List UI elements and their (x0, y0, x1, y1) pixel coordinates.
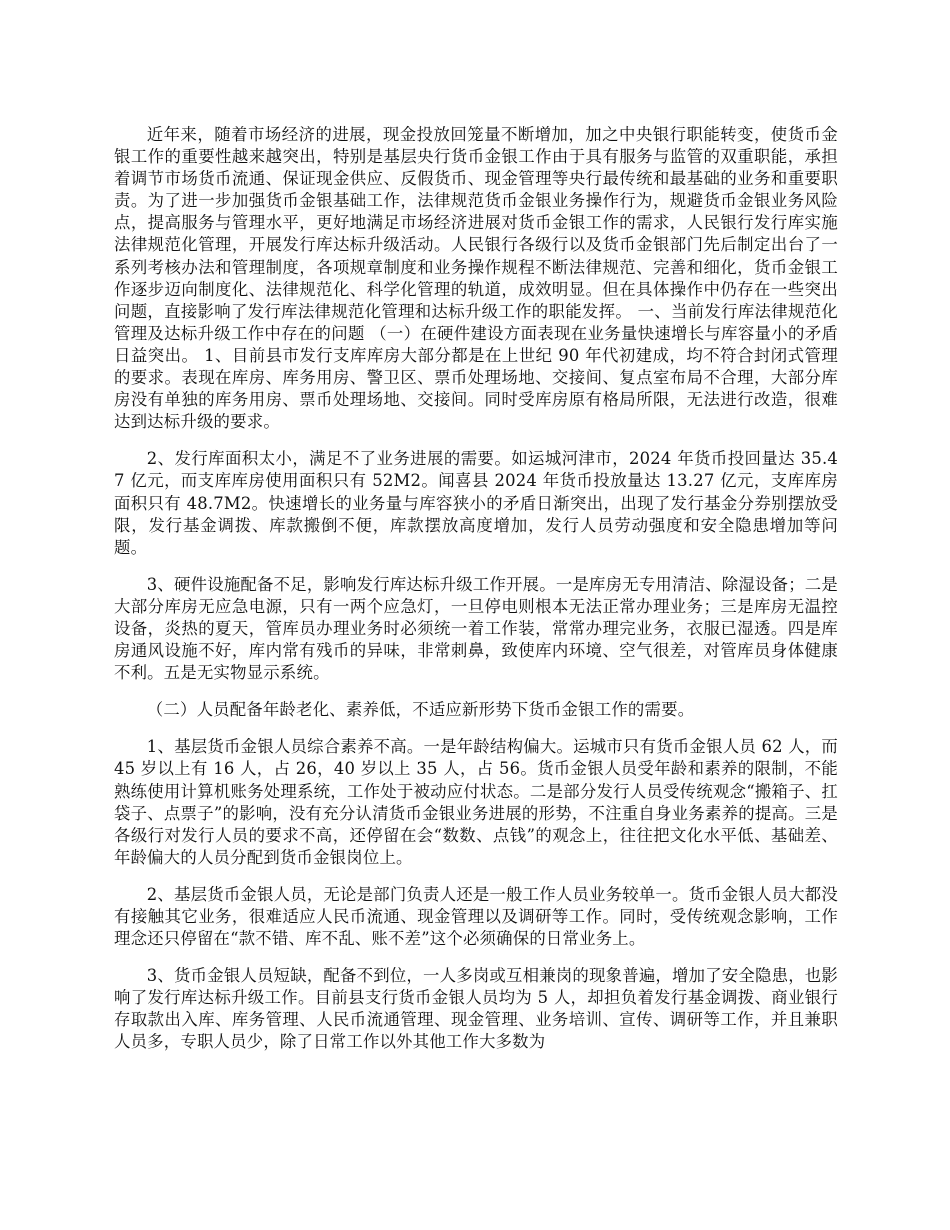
paragraph-vault-area: 2、发行库面积太小，满足不了业务进展的需要。如运城河津市，2024 年货币投回量达 35.47 亿元，而支库库房使用面积只有 52M2。闻喜县 2024 年货币投放量达 13.27 亿元，支库库房面积只有 48.7M2。快速增长的业务量与库容狭小的矛盾日渐突出，出现了发行基金分券别摆放受限，发行基金调拨、库款搬倒不便，库款摆放高度增加，发行人员劳动强度和安全隐患增加等问题。 (114, 449, 838, 557)
paragraph-staffing-heading: （二）人员配备年龄老化、素养低，不适应新形势下货币金银工作的需要。 (146, 700, 695, 720)
paragraph-hardware-facilities: 3、硬件设施配备不足，影响发行库达标升级工作开展。一是库房无专用清洁、除湿设备；二是大部分库房无应急电源，只有一两个应急灯，一旦停电则根本无法正常办理业务；三是库房无温控设备，炎热的夏天，管库员办理业务时必须统一着工作装，常常办理完业务，衣服已湿透。四是库房通风设施不好，库内常有残币的异味，非常刺鼻，致使库内环境、空气很差，对管库员身体健康不利。五是无实物显示系统。 (114, 574, 838, 683)
paragraph-staff-quality: 1、基层货币金银人员综合素养不高。一是年龄结构偏大。运城市只有货币金银人员 62 人，而 45 岁以上有 16 人，占 26，40 岁以上 35 人，占 56。货币金银人员受年龄和素养的限制，不能熟练使用计算机账务处理系统，工作处于被动应付状态。二是部分发行人员受传统观念“搬箱子、扛袋子、点票子”的影响，没有充分认清货币金银业务进展的形势，不注重自身业务素养的提高。三是各级行对发行人员的要求不高，还停留在会“数数、点钱”的观念上，往往把文化水平低、基础差、年龄偏大的人员分配到货币金银岗位上。 (114, 737, 838, 867)
paragraph-intro: 近年来，随着市场经济的进展，现金投放回笼量不断增加，加之中央银行职能转变，使货币金银工作的重要性越来越突出，特别是基层央行货币金银工作由于具有服务与监管的双重职能，承担着调节市场货币流通、保证现金供应、反假货币、现金管理等央行最传统和最基础的业务和重要职责。为了进一步加强货币金银基础工作，法律规范货币金银业务操作行为，规避货币金银业务风险点，提高服务与管理水平，更好地满足市场经济进展对货币金银工作的需求，人民银行发行库实施法律规范化管理，开展发行库达标升级活动。人民银行各级行以及货币金银部门先后制定出台了一系列考核办法和管理制度，各项规章制度和业务操作规程不断法律规范、完善和细化，货币金银工作逐步迈向制度化、法律规范化、科学化管理的轨道，成效明显。但在具体操作中仍存在一些突出问题，直接影响了发行库法律规范化管理和达标升级工作的职能发挥。 一、当前发行库法律规范化管理及达标升级工作中存在的问题 （一）在硬件建设方面表现在业务量快速增长与库容量小的矛盾日益突出。 1、目前县市发行支库库房大部分都是在上世纪 90 年代初建成，均不符合封闭式管理的要求。表现在库房、库务用房、警卫区、票币处理场地、交接间、复点室布局不合理，大部分库房没有单独的库务用房、票币处理场地、交接间。同时受库房原有格局所限，无法进行改造，很难达到达标升级的要求。 (114, 125, 838, 432)
paragraph-staff-shortage: 3、货币金银人员短缺，配备不到位，一人多岗或互相兼岗的现象普遍，增加了安全隐患，也影响了发行库达标升级工作。目前县支行货币金银人员均为 5 人，却担负着发行基金调拨、商业银行存取款出入库、库务管理、人民币流通管理、现金管理、业务培训、宣传、调研等工作，并且兼职人员多，专职人员少，除了日常工作以外其他工作大多数为 (114, 966, 838, 1052)
paragraph-staff-single-skill: 2、基层货币金银人员，无论是部门负责人还是一般工作人员业务较单一。货币金银人员大都没有接触其它业务，很难适应人民币流通、现金管理以及调研等工作。同时，受传统观念影响，工作理念还只停留在“款不错、库不乱、账不差”这个必须确保的日常业务上。 (114, 884, 838, 949)
document-body (114, 124, 838, 1069)
